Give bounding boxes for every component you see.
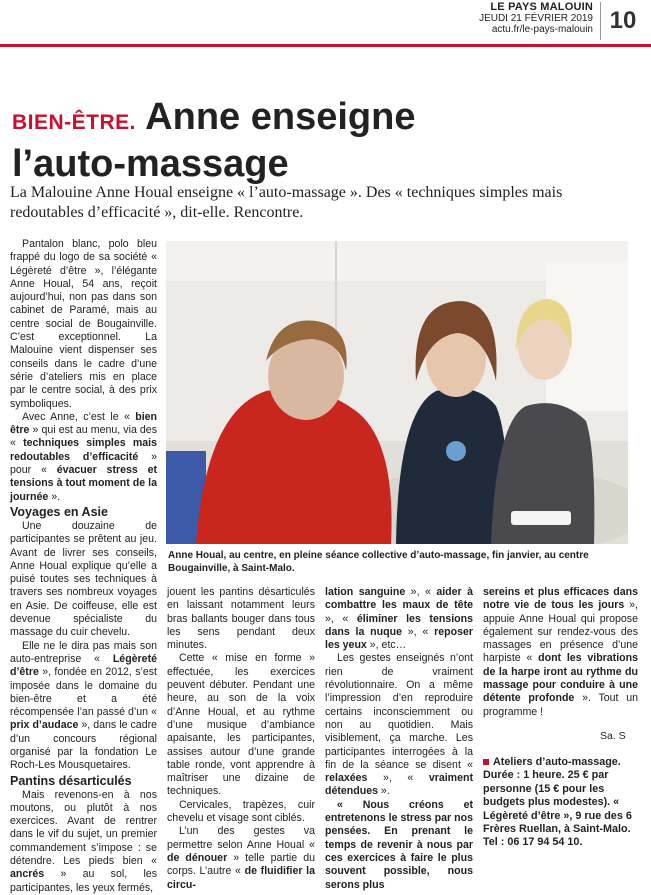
article-headline xyxy=(12,96,415,184)
info-text: Ateliers d’auto-massage. Durée : 1 heure. 25 € par personne (15 € pour les budgets plus modestes). « Légèreté d’être », 9 rue des 6 Frères Ruellan, à Saint-Malo. Tel : 06 17 94 54 10. xyxy=(483,756,632,849)
article-standfirst: La Malouine Anne Houal enseigne « l’auto-massage ». Des « techniques simples mais redoutables d’efficacité », dit-elle. Rencontre. xyxy=(10,184,563,221)
paragraph: Avec Anne, c’est le « bien être » qui est au menu, via des « techniques simples mais redoutables d’efficacité » pour « évacuer stress et tensions à tout moment de la journée ». xyxy=(10,410,157,503)
paragraph: Les gestes enseignés n’ont rien de vraiment révolutionnaire. On a même l’impression d’en reproduire certains inconsciemment ou non au quotidien. Mais visiblement, ça marche. Les participantes interrogées à la fin de la séance se disent « relaxées », « vraiment détendues ». xyxy=(325,652,473,798)
paragraph: Mais revenons-en à nos moutons, ou plutôt à nos exercices. Avant de rentrer dans le vif du sujet, un premier commandement s’impose : se détendre. Les pieds bien « ancrés » au sol, les participantes, les yeux fermés, xyxy=(10,788,157,894)
header-rule xyxy=(0,44,651,47)
paragraph: lation sanguine », « aider à combattre les maux de tête », « éliminer les tensions dans la nuque », « reposer les yeux », etc… xyxy=(325,586,473,652)
publication-date: JEUDI 21 FÉVRIER 2019 xyxy=(479,13,593,24)
info-box xyxy=(483,756,638,850)
paragraph: Cervicales, trapèzes, cuir chevelu et visage sont ciblés. xyxy=(167,798,315,825)
paragraph: Pantalon blanc, polo bleu frappé du logo de sa société « Légèreté d’être », l’élégante Anne Houal, 54 ans, reçoit aujourd’hui, non pas dans son cabinet de Paramé, mais au centre social de Bougainville. C’est exceptionnel. La Malouine vient dispenser ses conseils dans le cadre d’une série d’ateliers mis en place par le centre social, à des prix symboliques. xyxy=(10,238,157,410)
paragraph: « Nous créons et entretenons le stress par nos pensées. En prenant le temps de revenir à nous par ces exercices à faire le plus souvent possible, nous serons plus xyxy=(325,798,473,891)
subheading-pantins: Pantins désarticulés xyxy=(10,773,132,788)
publication-name: LE PAYS MALOUIN xyxy=(490,1,593,13)
page-number: 10 xyxy=(600,2,645,40)
headline-kicker: BIEN-ÊTRE. xyxy=(12,111,137,134)
article-photo xyxy=(166,241,628,544)
paragraph: Une douzaine de participantes se prêtent au jeu. Avant de livrer ses conseils, Anne Houal explique qu’elle a puisé toutes ses techniques à travers ses nombreux voyages en Asie. De coiffeuse, elle est devenue spécialiste du massage du cuir chevelu. xyxy=(10,519,157,639)
page-header xyxy=(451,2,651,46)
paragraph: Elle ne le dira pas mais son auto-entreprise « Légèreté d’être », fondée en 2012, s’est imposée dans le domaine du bien-être et a été récompensée l’an passé d’un « prix d’audace », dans le cadre d’un concours régional organisé par la fondation Le Roch-Les Mousquetaires. xyxy=(10,639,158,772)
photo-caption: Anne Houal, au centre, en pleine séance collective d’auto-massage, fin janvier, au centre Bougainville, à Saint-Malo. xyxy=(168,550,589,574)
paragraph: jouent les pantins désarticulés en laissant notamment leurs bras ballants bouger dans tous les sens pendant deux minutes. xyxy=(167,586,315,652)
paragraph: Cette « mise en forme » effectuée, les exercices peuvent débuter. Pendant une heure, au son de la voix d’Anne Houal, et au rythme d’une musique d’ambiance apaisante, les participantes, assises autour d’une grande table ronde, vont apprendre à maîtriser une dizaine de techniques. xyxy=(167,652,315,798)
publication-url: actu.fr/le-pays-malouin xyxy=(491,24,593,35)
article-column-2 xyxy=(167,586,315,892)
paragraph: L’un des gestes va permettre selon Anne Houal « de dénouer » telle partie du corps. L’autre « de fluidifier la circu- xyxy=(167,825,315,891)
photo-participants-illustration xyxy=(166,241,628,544)
paragraph: sereins et plus efficaces dans notre vie de tous les jours », appuie Anne Houal qui propose également sur rendez-vous des massages en présence d’une harpiste « dont les vibrations de la harpe iront au rythme du massage pour conduire à une détente profonde ». Tout un programme ! xyxy=(483,586,639,718)
article-column-4 xyxy=(483,586,638,719)
article-column-1 xyxy=(10,238,157,895)
subheading-voyages: Voyages en Asie xyxy=(10,504,108,519)
headline-line1: Anne enseigne xyxy=(145,96,416,138)
headline-line2: l’auto-massage xyxy=(12,143,289,185)
publication-meta xyxy=(479,2,593,35)
article-column-3 xyxy=(325,586,473,892)
bullet-square-icon xyxy=(483,759,489,765)
author-signature: Sa. S xyxy=(600,730,626,742)
